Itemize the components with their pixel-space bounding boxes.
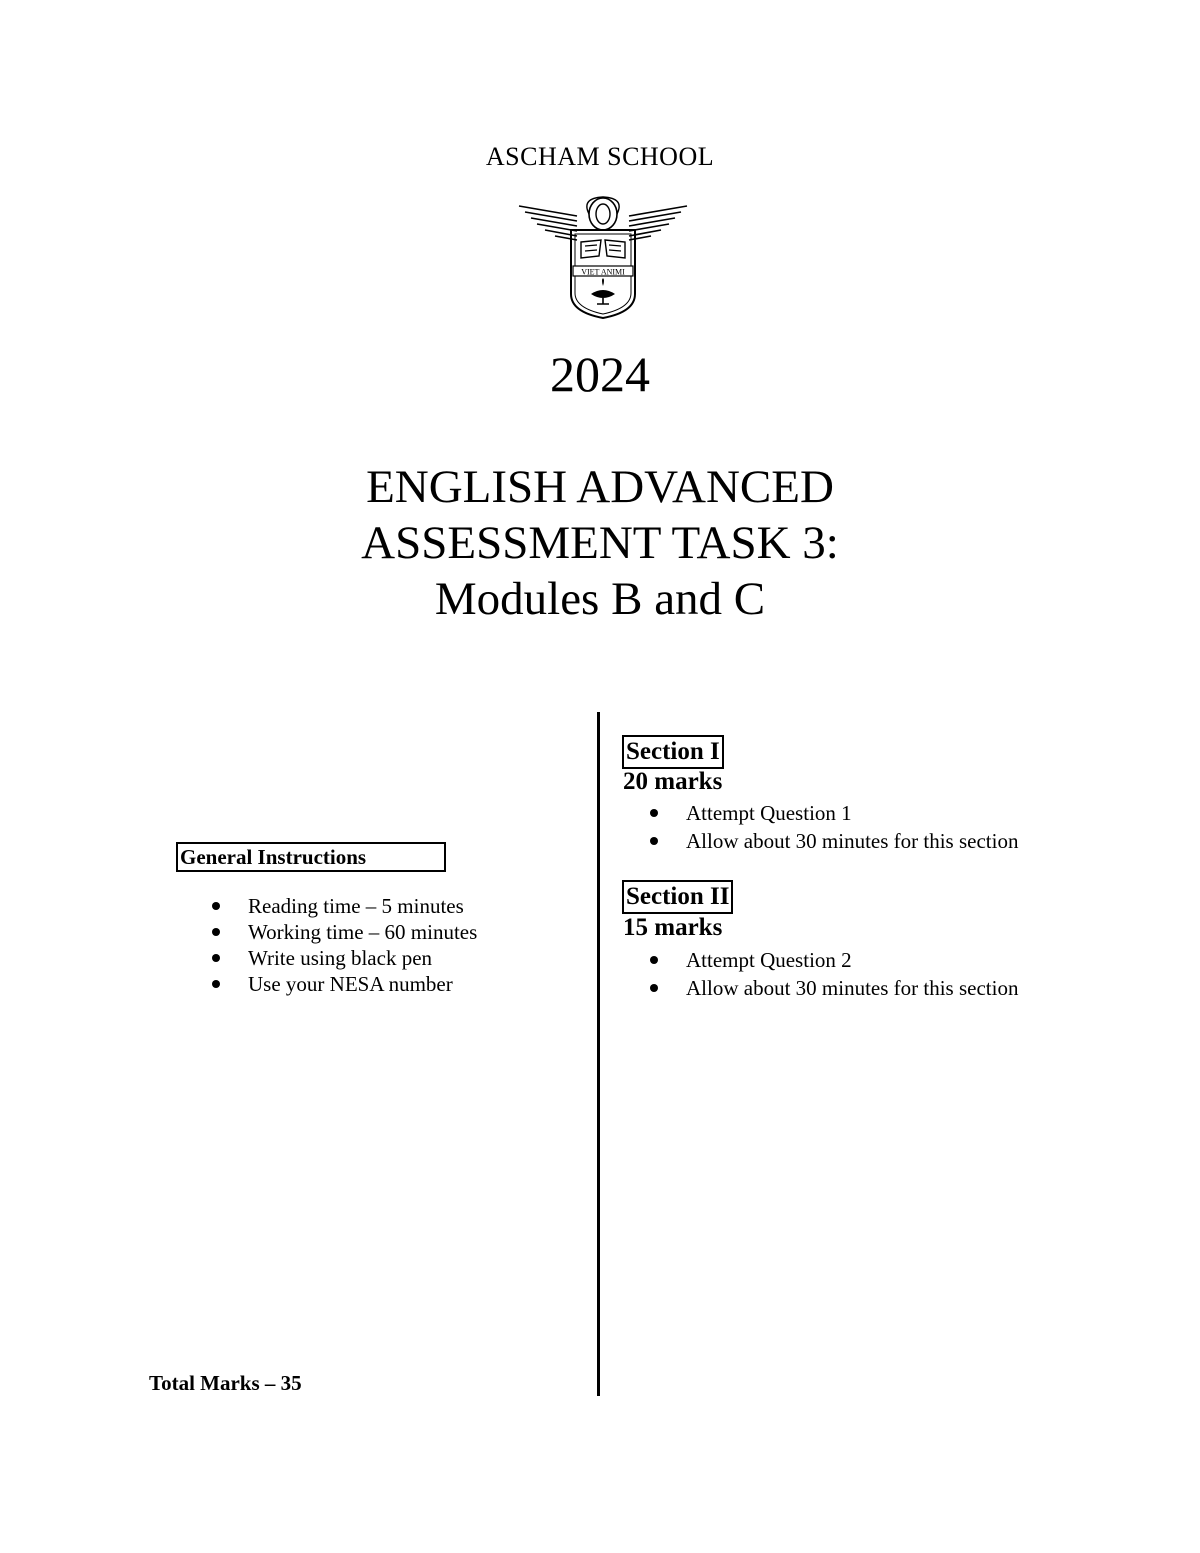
- section-1-heading: Section I: [622, 735, 724, 769]
- list-item: Reading time – 5 minutes: [212, 893, 477, 919]
- title-line-3: Modules B and C: [434, 573, 766, 625]
- general-instructions-heading: General Instructions: [176, 842, 446, 872]
- list-item: Use your NESA number: [212, 971, 477, 997]
- title-line-1: ENGLISH ADVANCED: [366, 461, 834, 513]
- list-item: Write using black pen: [212, 945, 477, 971]
- section-1-marks: 20 marks: [623, 768, 723, 795]
- list-item: Attempt Question 2: [650, 946, 1018, 974]
- crest-motto: VIET ANIMI: [581, 267, 625, 277]
- list-item: Allow about 30 minutes for this section: [650, 974, 1018, 1002]
- school-crest-icon: [515, 194, 691, 322]
- total-marks: Total Marks – 35: [149, 1371, 302, 1395]
- general-instructions-list: [212, 893, 477, 997]
- list-item: Allow about 30 minutes for this section: [650, 827, 1018, 855]
- list-item: Attempt Question 1: [650, 799, 1018, 827]
- column-divider: [597, 712, 600, 1396]
- section-2-marks: 15 marks: [623, 914, 723, 941]
- school-name: ASCHAM SCHOOL: [485, 142, 715, 171]
- section-2-list: [650, 946, 1018, 1002]
- title-line-2: ASSESSMENT TASK 3:: [361, 517, 839, 569]
- year: 2024: [550, 346, 650, 402]
- section-2-heading: Section II: [622, 880, 733, 914]
- section-1-list: [650, 799, 1018, 855]
- list-item: Working time – 60 minutes: [212, 919, 477, 945]
- document-title: [0, 459, 1200, 627]
